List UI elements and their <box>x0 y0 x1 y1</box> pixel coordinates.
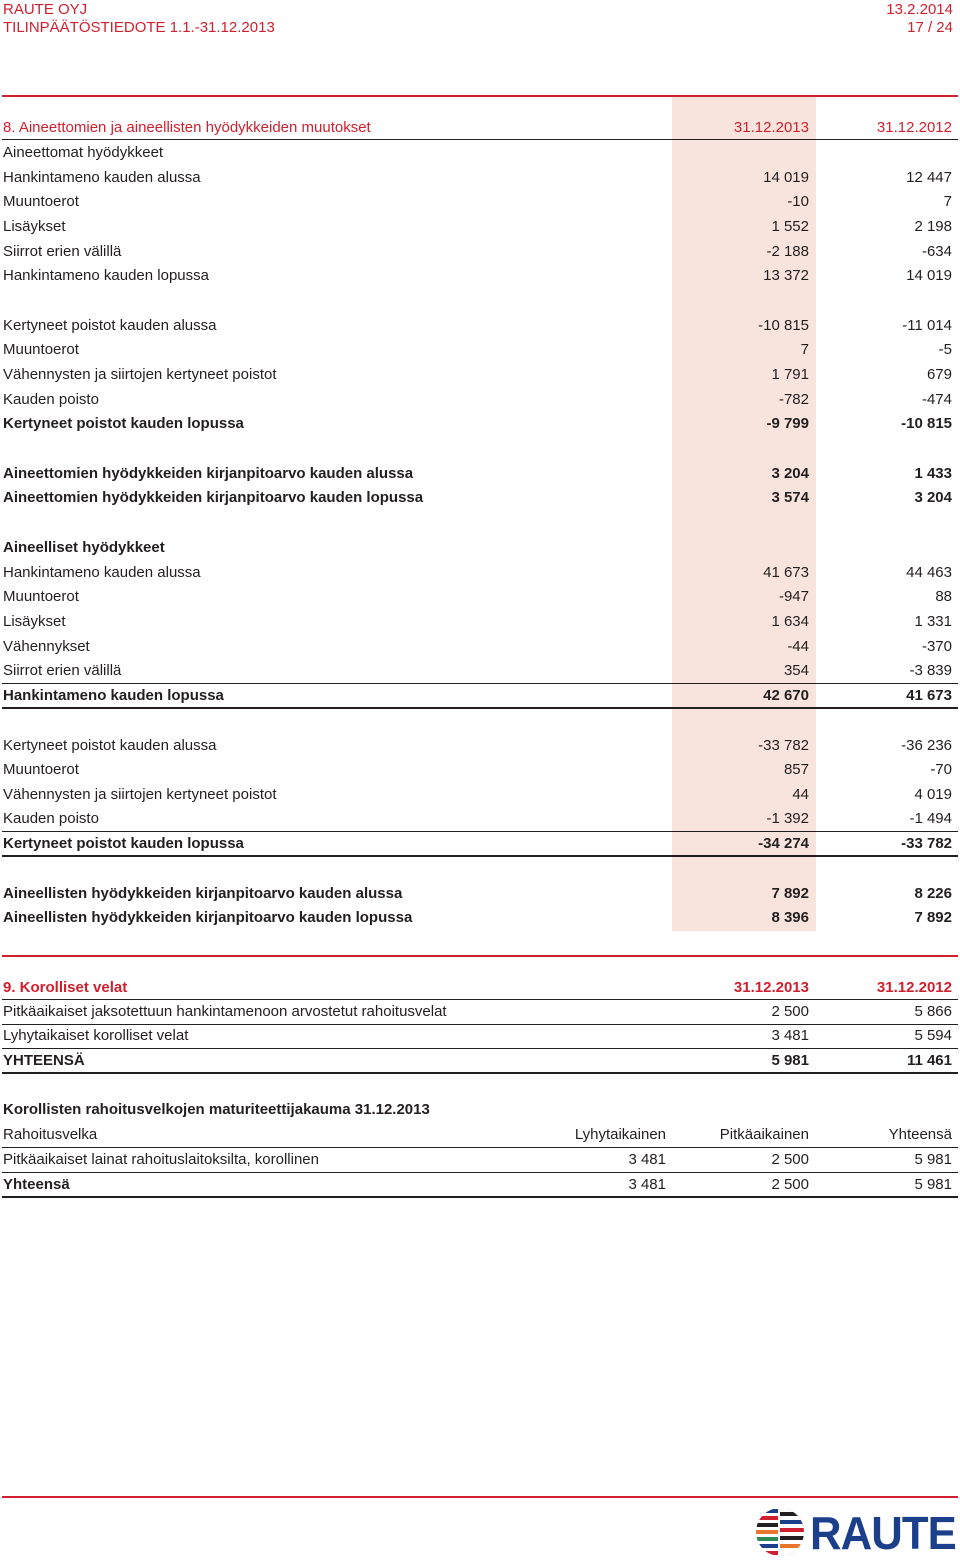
note9-title-row <box>3 976 953 1001</box>
table-row: Lisäykset 1 634 1 331 <box>3 613 952 630</box>
maturity-title-row <box>3 1098 953 1123</box>
table-row-total: Yhteensä 3 481 2 500 5 981 <box>3 1173 953 1198</box>
note9-col1-header: 31.12.2013 <box>733 979 809 996</box>
table-row-total: Aineellisten hyödykkeiden kirjanpitoarvo kauden alussa 7 892 8 226 <box>3 885 952 902</box>
note8-top-rule <box>2 95 958 97</box>
table-row-total: Kertyneet poistot kauden lopussa -34 274 -33 782 <box>3 832 953 857</box>
intangible-heading: Aineettomat hyödykkeet <box>3 144 164 161</box>
table-row: Kauden poisto -782 -474 <box>3 391 952 408</box>
table-row: Hankintameno kauden alussa 14 019 12 447 <box>3 169 952 186</box>
note8-col1-header: 31.12.2013 <box>733 119 809 136</box>
raute-logo <box>754 1506 954 1558</box>
maturity-header-row: Rahoitusvelka Lyhytaikainen Pitkäaikainen Yhteensä <box>3 1126 952 1143</box>
table-row-total: Hankintameno kauden lopussa 42 670 41 673 <box>3 684 953 709</box>
note9-col2-header: 31.12.2012 <box>876 979 952 996</box>
table-row: Vähennykset -44 -370 <box>3 638 952 655</box>
table-row: Pitkäaikaiset lainat rahoituslaitoksilta, korollinen 3 481 2 500 5 981 <box>3 1151 952 1168</box>
note9-title: 9. Korolliset velat <box>3 979 128 996</box>
table-row: Hankintameno kauden alussa 41 673 44 463 <box>3 564 952 581</box>
note8-col2-header: 31.12.2012 <box>876 119 952 136</box>
table-row: Pitkäaikaiset jaksotettuun hankintamenoon arvostetut rahoitusvelat 2 500 5 866 <box>3 1003 952 1020</box>
table-row: Lisäykset 1 552 2 198 <box>3 218 952 235</box>
intangible-heading-row <box>3 141 953 166</box>
table-row-total: Aineellisten hyödykkeiden kirjanpitoarvo kauden lopussa 8 396 7 892 <box>3 909 952 926</box>
document-title: TILINPÄÄTÖSTIEDOTE 1.1.-31.12.2013 <box>3 19 275 36</box>
table-row-total: Aineettomien hyödykkeiden kirjanpitoarvo kauden lopussa 3 574 3 204 <box>3 489 952 506</box>
table-row: Siirrot erien välillä 354 -3 839 <box>3 662 952 679</box>
table-row: Kertyneet poistot kauden alussa -33 782 -36 236 <box>3 737 952 754</box>
page-number: 17 / 24 <box>907 19 953 36</box>
table-row: Kertyneet poistot kauden alussa -10 815 -11 014 <box>3 317 952 334</box>
note8-title: 8. Aineettomien ja aineellisten hyödykkeiden muutokset <box>3 119 371 136</box>
raute-logo-icon <box>754 1506 806 1558</box>
company-name: RAUTE OYJ <box>3 1 88 18</box>
table-row-total: Kertyneet poistot kauden lopussa -9 799 -10 815 <box>3 415 952 432</box>
raute-logo-text: RAUTE <box>810 1507 956 1559</box>
table-row: Lyhytaikaiset korolliset velat 3 481 5 594 <box>3 1027 952 1044</box>
table-row: Hankintameno kauden lopussa 13 372 14 019 <box>3 267 952 284</box>
note8-title-row <box>3 116 953 141</box>
table-row: Muuntoerot -10 7 <box>3 193 952 210</box>
table-row-total: YHTEENSÄ 5 981 11 461 <box>3 1049 953 1074</box>
table-row: Muuntoerot -947 88 <box>3 588 952 605</box>
table-row: Muuntoerot 857 -70 <box>3 761 952 778</box>
table-row: Siirrot erien välillä -2 188 -634 <box>3 243 952 260</box>
document-date: 13.2.2014 <box>886 1 953 18</box>
footer-rule <box>2 1496 958 1498</box>
note9-top-rule <box>2 955 958 957</box>
tangible-heading-row <box>3 536 953 561</box>
table-row: Muuntoerot 7 -5 <box>3 341 952 358</box>
maturity-title: Korollisten rahoitusvelkojen maturiteettijakauma 31.12.2013 <box>3 1101 430 1118</box>
tangible-heading: Aineelliset hyödykkeet <box>3 539 165 556</box>
table-row: Vähennysten ja siirtojen kertyneet poistot 44 4 019 <box>3 786 952 803</box>
table-row: Kauden poisto -1 392 -1 494 <box>3 810 952 827</box>
table-row: Vähennysten ja siirtojen kertyneet poistot 1 791 679 <box>3 366 952 383</box>
table-row-total: Aineettomien hyödykkeiden kirjanpitoarvo kauden alussa 3 204 1 433 <box>3 465 952 482</box>
note8-title-underline <box>2 139 958 140</box>
